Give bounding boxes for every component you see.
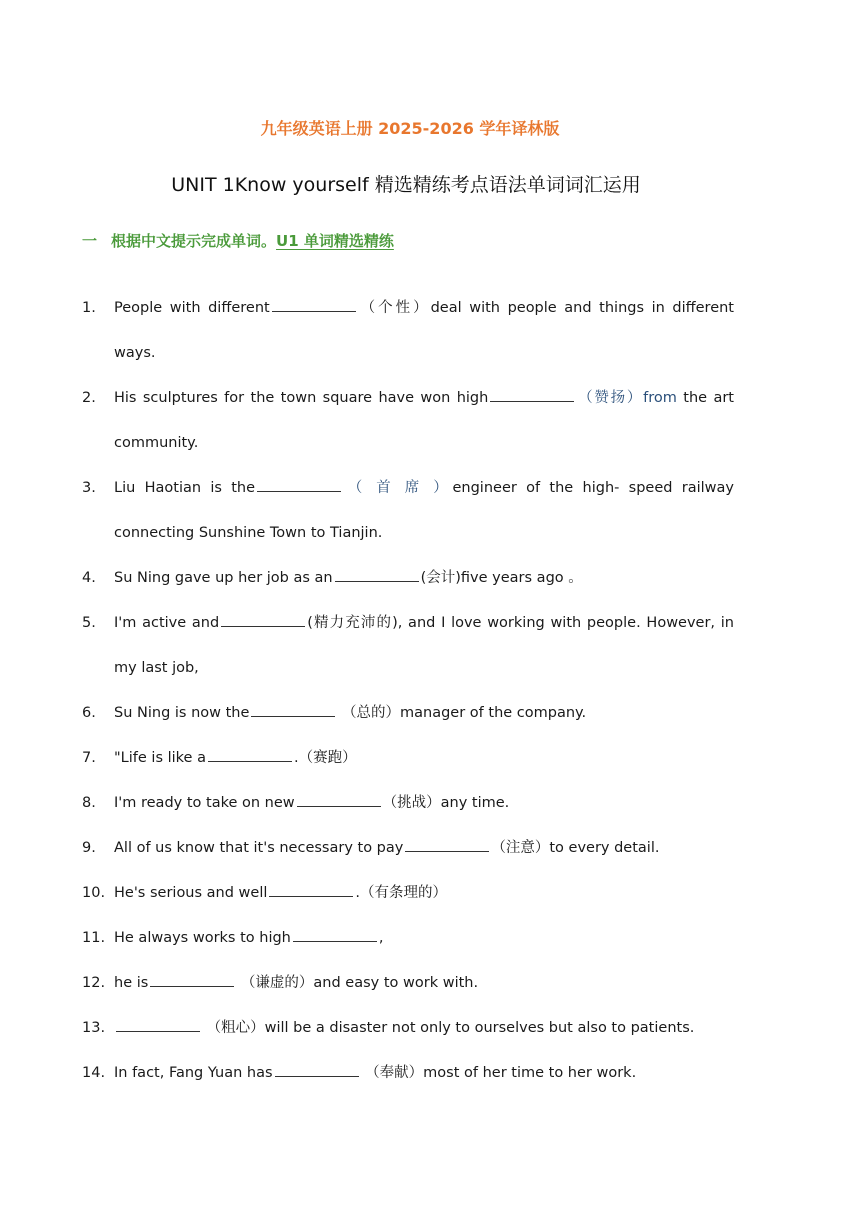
question-number: 8. <box>82 795 96 811</box>
question-item <box>82 556 734 601</box>
question-number: 14. <box>82 1065 106 1081</box>
answer-blank[interactable] <box>297 805 381 807</box>
question-item <box>82 916 734 961</box>
question-text-after: （奉献）most of her time to her work. <box>360 1065 637 1081</box>
question-text-after: (会计)five years ago 。 <box>420 570 583 586</box>
question-text-before: All of us know that it's necessary to pay <box>114 840 404 856</box>
answer-blank[interactable] <box>221 625 305 627</box>
question-item <box>82 961 734 1006</box>
question-item <box>82 691 734 736</box>
question-number: 5. <box>82 615 96 631</box>
question-text-before: Su Ning is now the <box>114 705 250 721</box>
question-text-before: he is <box>114 975 149 991</box>
question-text-before: Su Ning gave up her job as an <box>114 570 333 586</box>
answer-blank[interactable] <box>275 1075 359 1077</box>
answer-blank[interactable] <box>335 580 419 582</box>
answer-blank[interactable] <box>269 895 353 897</box>
question-text-after: （粗心）will be a disaster not only to ourselves but also to patients. <box>202 1020 695 1036</box>
question-text-before: His sculptures for the town square have won high <box>114 390 489 406</box>
question-text-after: the art community. <box>114 390 734 451</box>
question-text-after: (精力充沛的), and I love working with people. However, in my last job, <box>114 615 734 676</box>
question-item <box>82 286 734 376</box>
section-subheading: U1 单词精选精练 <box>276 232 394 250</box>
question-text-before: He's serious and well <box>114 885 268 901</box>
question-number: 12. <box>82 975 106 991</box>
answer-blank[interactable] <box>150 985 234 987</box>
question-hint: （ 首 席 ） <box>343 480 453 496</box>
question-number: 9. <box>82 840 96 856</box>
document-top-title: 九年级英语上册 2025-2026 学年译林版 <box>260 119 560 138</box>
answer-blank[interactable] <box>257 490 341 492</box>
question-text-after: （注意）to every detail. <box>491 840 660 856</box>
question-text-after: engineer of the high- speed railway connecting Sunshine Town to Tianjin. <box>114 480 735 541</box>
section-heading-text: 根据中文提示完成单词。 <box>111 232 277 250</box>
question-item <box>82 871 734 916</box>
answer-blank[interactable] <box>251 715 335 717</box>
question-number: 7. <box>82 750 96 766</box>
answer-blank[interactable] <box>116 1030 200 1032</box>
question-item <box>82 466 734 556</box>
question-number: 6. <box>82 705 96 721</box>
question-number: 2. <box>82 390 96 406</box>
question-text-after: （总的）manager of the company. <box>337 705 587 721</box>
question-text-before: He always works to high <box>114 930 291 946</box>
section-number: 一 <box>82 232 98 250</box>
question-text-before: Liu Haotian is the <box>114 480 256 496</box>
question-text-after: .（赛跑） <box>293 750 357 766</box>
answer-blank[interactable] <box>208 760 292 762</box>
question-item <box>82 376 734 466</box>
question-text-after: .（有条理的） <box>355 885 447 901</box>
question-text-before: "Life is like a <box>114 750 206 766</box>
question-item <box>82 781 734 826</box>
answer-blank[interactable] <box>490 400 574 402</box>
question-number: 1. <box>82 300 96 316</box>
question-number: 4. <box>82 570 96 586</box>
question-item <box>82 826 734 871</box>
answer-blank[interactable] <box>405 850 489 852</box>
answer-blank[interactable] <box>272 310 356 312</box>
question-text-before: I'm ready to take on new <box>114 795 295 811</box>
question-text-after: （谦虚的）and easy to work with. <box>236 975 479 991</box>
document-main-title: UNIT 1Know yourself 精选精练考点语法单词词汇运用 <box>171 174 641 196</box>
question-text-before: I'm active and <box>114 615 220 631</box>
question-text-after: （个性）deal with people and things in different ways. <box>114 300 734 361</box>
question-list <box>82 286 734 1096</box>
answer-blank[interactable] <box>293 940 377 942</box>
question-text-after: , <box>378 930 384 946</box>
question-number: 13. <box>82 1020 106 1036</box>
question-number: 3. <box>82 480 96 496</box>
section-heading <box>82 230 394 251</box>
question-item <box>82 601 734 691</box>
question-number: 10. <box>82 885 106 901</box>
question-text-before: People with different <box>114 300 270 316</box>
question-item <box>82 736 734 781</box>
question-number: 11. <box>82 930 106 946</box>
question-hint: （赞扬）from <box>576 390 677 406</box>
question-item <box>82 1051 734 1096</box>
question-item <box>82 1006 734 1051</box>
question-text-after: （挑战）any time. <box>382 795 510 811</box>
question-text-before: In fact, Fang Yuan has <box>114 1065 273 1081</box>
